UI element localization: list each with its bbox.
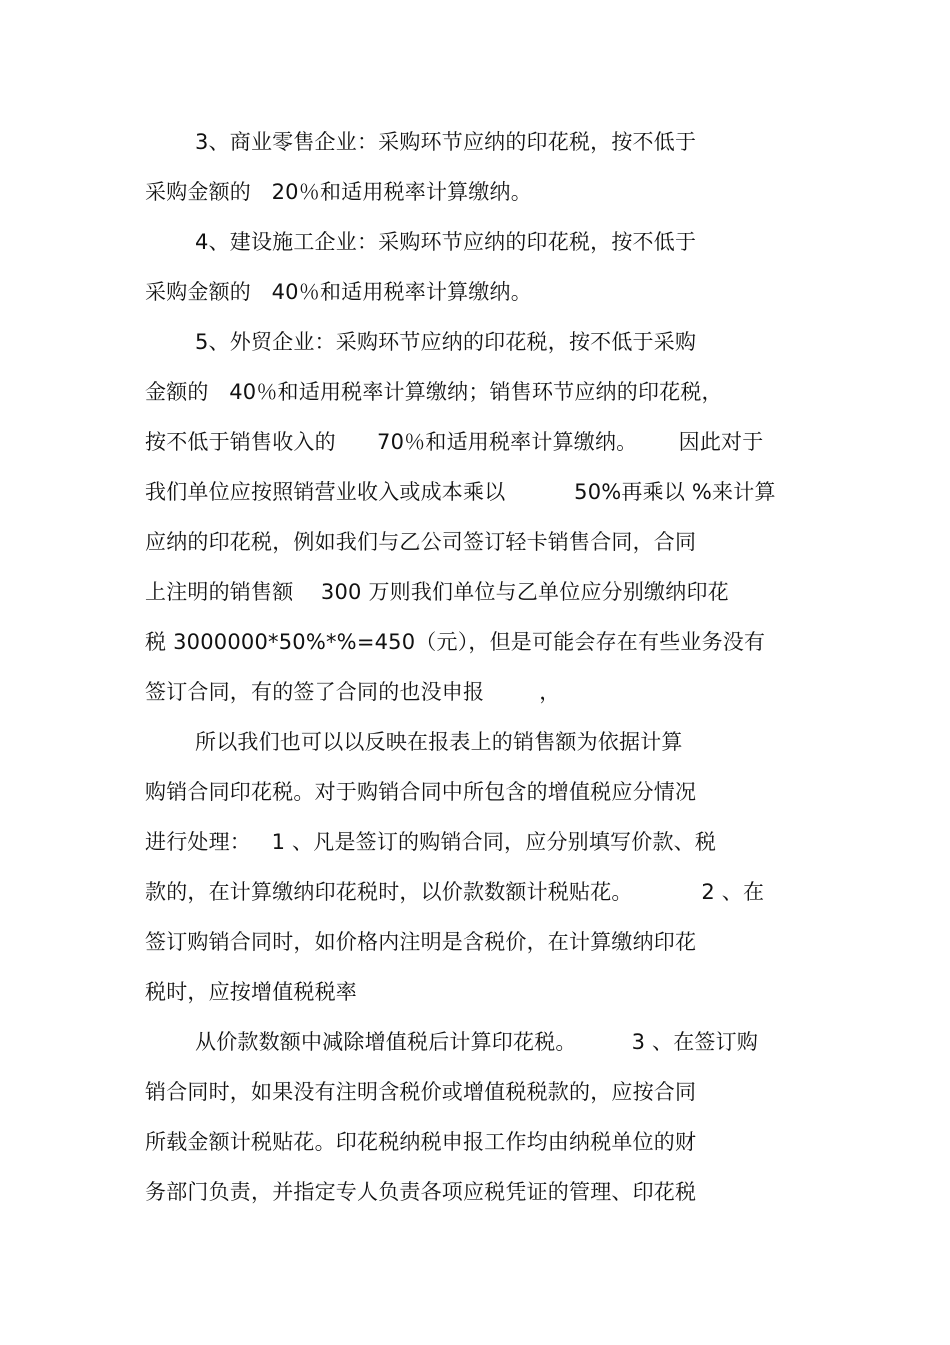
text-line: 5、外贸企业：采购环节应纳的印花税，按不低于采购 bbox=[195, 330, 697, 354]
text-line: 采购金额的 40％和适用税率计算缴纳。 bbox=[145, 280, 532, 304]
text-line: 签订购销合同时，如价格内注明是含税价，在计算缴纳印花 bbox=[145, 930, 697, 954]
text-line: 签订合同，有的签了合同的也没申报 ， bbox=[145, 680, 561, 704]
text-line: 金额的 40％和适用税率计算缴纳；销售环节应纳的印花税， bbox=[145, 380, 723, 404]
text-line: 应纳的印花税，例如我们与乙公司签订轻卡销售合同，合同 bbox=[145, 530, 697, 554]
text-line: 务部门负责，并指定专人负责各项应税凭证的管理、印花税 bbox=[145, 1180, 697, 1204]
text-line: 我们单位应按照销营业收入或成本乘以 50%再乘以 %来计算 bbox=[145, 480, 776, 504]
text-line: 从价款数额中减除增值税后计算印花税。 3 、在签订购 bbox=[195, 1030, 759, 1054]
text-line: 税时，应按增值税税率 bbox=[145, 980, 357, 1004]
text-line: 销合同时，如果没有注明含税价或增值税税款的，应按合同 bbox=[145, 1080, 697, 1104]
text-line: 采购金额的 20％和适用税率计算缴纳。 bbox=[145, 180, 532, 204]
text-line: 按不低于销售收入的 70％和适用税率计算缴纳。 因此对于 bbox=[145, 430, 764, 454]
text-line: 所以我们也可以以反映在报表上的销售额为依据计算 bbox=[195, 730, 683, 754]
text-line: 款的，在计算缴纳印花税时，以价款数额计税贴花。 2 、在 bbox=[145, 880, 765, 904]
text-line: 进行处理： 1 、凡是签订的购销合同，应分别填写价款、税 bbox=[145, 830, 717, 854]
text-line: 3、商业零售企业：采购环节应纳的印花税，按不低于 bbox=[195, 130, 697, 154]
text-line: 所载金额计税贴花。印花税纳税申报工作均由纳税单位的财 bbox=[145, 1130, 697, 1154]
text-line: 税 3000000*50%*%=450（元），但是可能会存在有些业务没有 bbox=[145, 630, 766, 654]
text-line: 上注明的销售额 300 万则我们单位与乙单位应分别缴纳印花 bbox=[145, 580, 729, 604]
text-line: 购销合同印花税。对于购销合同中所包含的增值税应分情况 bbox=[145, 780, 697, 804]
text-line: 4、建设施工企业：采购环节应纳的印花税，按不低于 bbox=[195, 230, 697, 254]
